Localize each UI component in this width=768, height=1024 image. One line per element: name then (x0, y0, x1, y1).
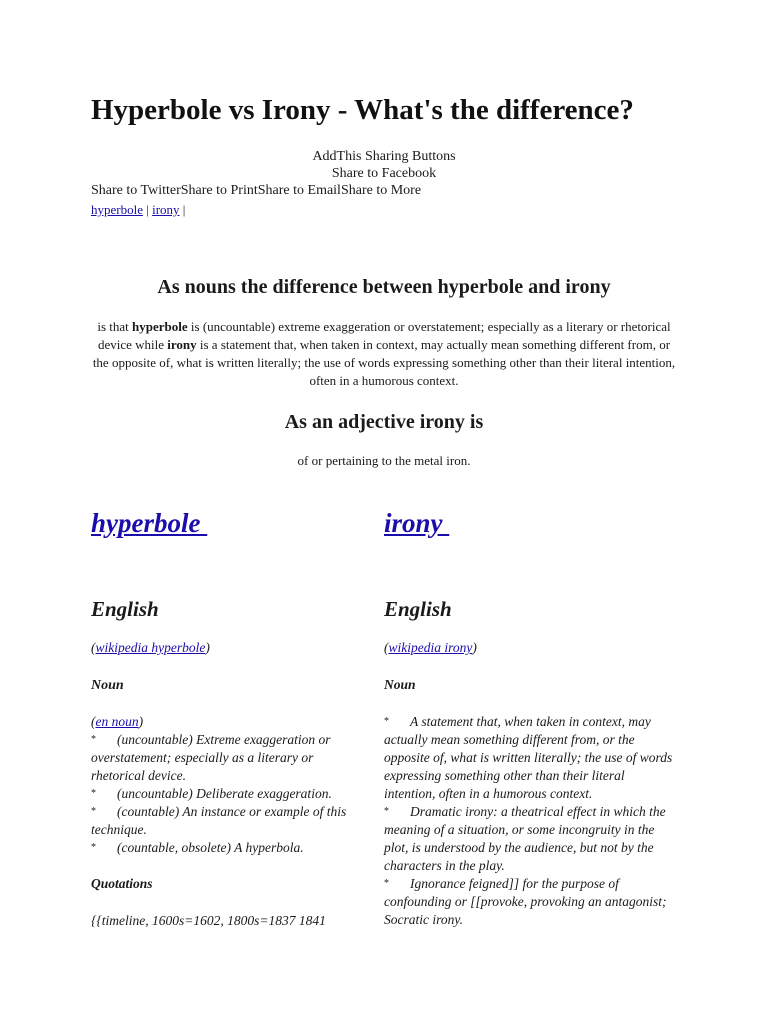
definition-item (384, 713, 676, 803)
link-irony[interactable]: irony (152, 202, 180, 217)
page-title: Hyperbole vs Irony - What's the difference? (91, 94, 634, 126)
definition-text: A statement that, when taken in context, may actually mean something different from, or the opposite of, what is written literally; the use of words expressing something other than their literal intention, often in a humorous context. (384, 714, 673, 801)
bullet-icon: * (91, 806, 96, 817)
left-pos-heading: Noun (91, 678, 124, 693)
share-facebook-button[interactable] (0, 166, 768, 182)
link-hyperbole[interactable]: hyperbole (91, 202, 143, 217)
left-definitions (91, 713, 361, 857)
adjective-text: of or pertaining to the metal iron. (297, 453, 471, 468)
definition-item (91, 785, 361, 803)
definition-item (91, 803, 361, 839)
definition-item (91, 839, 361, 857)
en-noun-ref (91, 713, 361, 731)
bullet-icon: * (384, 878, 389, 889)
share-print-button[interactable]: Share to Print (180, 183, 258, 198)
paren-open: ( (384, 640, 389, 655)
nouns-text-2: is (uncountable) extreme exaggeration or overstatement; especially as a literary or rhetorical device while (97, 319, 671, 352)
nouns-term-irony: irony (167, 337, 197, 352)
share-twitter-button[interactable]: Share to Twitter (91, 183, 181, 198)
nouns-text-3: is a statement that, when taken in context, may actually mean something different from, or the opposite of, what is written literally; the use of words expressing something other than their literal intention, often in a humorous context. (92, 337, 676, 388)
share-facebook-label[interactable]: Share to Facebook (331, 166, 437, 181)
headword-hyperbole[interactable]: hyperbole (91, 508, 208, 538)
link-separator: | (142, 202, 153, 217)
paren-close: ) (472, 640, 477, 655)
definition-text: (countable) An instance or example of this technique. (91, 804, 347, 837)
right-language-heading: English (384, 597, 452, 621)
bullet-icon: * (91, 788, 96, 799)
quotations-heading: Quotations (91, 876, 153, 891)
wikipedia-irony-link[interactable]: wikipedia irony (388, 640, 473, 655)
nouns-paragraph (90, 318, 678, 390)
nouns-heading: As nouns the difference between hyperbole and irony (157, 276, 611, 298)
nouns-term-hyperbole: hyperbole (132, 319, 188, 334)
bullet-icon: * (384, 806, 389, 817)
bullet-icon: * (91, 734, 96, 745)
paren-close: ) (205, 640, 210, 655)
left-wikipedia-ref (91, 640, 361, 656)
right-definitions (384, 713, 676, 929)
en-noun-link[interactable]: en noun (95, 714, 139, 729)
paren-open: ( (91, 640, 96, 655)
definition-text: Dramatic irony: a theatrical effect in which the meaning of a situation, or some incongruity in the plot, is understood by the audience, but not by the characters in the play. (384, 804, 666, 873)
addthis-label: AddThis Sharing Buttons (312, 149, 456, 164)
definition-item (91, 731, 361, 785)
right-wikipedia-ref (384, 640, 676, 656)
link-trailing-separator: | (179, 202, 186, 217)
quotations-timeline: {{timeline, 1600s=1602, 1800s=1837 1841 (91, 913, 326, 928)
definition-text: (countable, obsolete) A hyperbola. (117, 840, 304, 855)
paren-open: ( (91, 714, 96, 729)
headword-irony[interactable]: irony (384, 508, 450, 538)
share-buttons-row (91, 183, 421, 199)
share-more-button[interactable]: Share to More (340, 183, 422, 198)
left-language-heading: English (91, 597, 159, 621)
nouns-text-1: is that (97, 319, 133, 334)
definition-text: Ignorance feigned]] for the purpose of confounding or [[provoke, provoking an antagonist; Socratic irony. (384, 876, 667, 927)
bullet-icon: * (384, 716, 389, 727)
paren-close: ) (138, 714, 144, 729)
definition-item (384, 875, 676, 929)
definition-text: (uncountable) Deliberate exaggeration. (117, 786, 332, 801)
tag-links (91, 202, 185, 218)
wikipedia-hyperbole-link[interactable]: wikipedia hyperbole (95, 640, 206, 655)
adjective-heading: As an adjective irony is (284, 411, 484, 433)
right-pos-heading: Noun (384, 677, 416, 692)
bullet-icon: * (91, 842, 96, 853)
definition-text: (uncountable) Extreme exaggeration or overstatement; especially as a literary or rhetorical device. (91, 732, 331, 783)
definition-item (384, 803, 676, 875)
share-email-button[interactable]: Share to Email (257, 183, 341, 198)
